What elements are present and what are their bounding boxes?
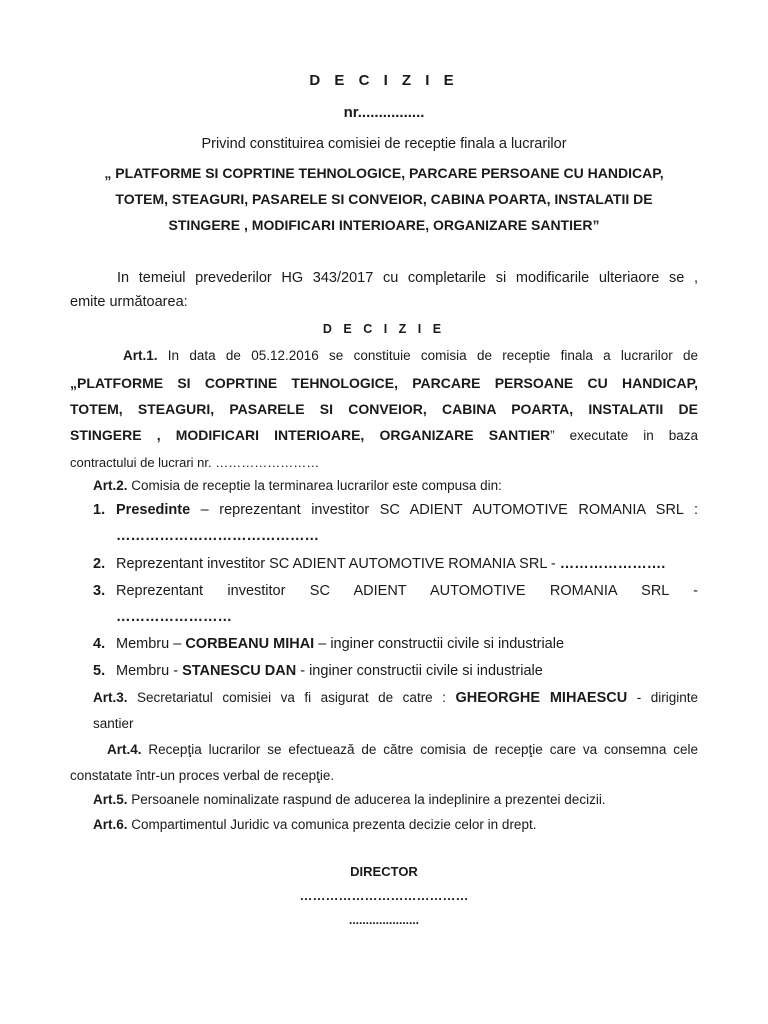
member-name: CORBEANU MIHAI (185, 636, 315, 652)
project-title-line: „ PLATFORME SI COPRTINE TEHNOLOGICE, PARCARE PERSOANE CU HANDICAP, (104, 165, 664, 181)
member-name: STANESCU DAN (182, 663, 297, 679)
member-item (93, 578, 698, 605)
article-5 (93, 787, 698, 813)
member-dots: …………………… (116, 609, 232, 625)
article-text: Secretariatul comisiei va fi asigurat de catre : (127, 690, 456, 705)
project-line: TOTEM, STEAGURI, PASARELE SI CONVEIOR, CABINA POARTA, INSTALATII DE (70, 401, 698, 417)
article-2 (93, 473, 698, 499)
article-1 (70, 343, 698, 369)
member-role: Presedinte (116, 502, 191, 518)
document-title: D E C I Z I E (309, 72, 459, 89)
article-6 (93, 812, 698, 838)
project-suffix: ” executate in baza (550, 428, 698, 443)
signature-role: DIRECTOR (350, 864, 418, 879)
member-number: 4. (93, 636, 106, 652)
article-text: In data de 05.12.2016 se constituie comisia de receptie finala a lucrarilor de (157, 348, 698, 363)
member-dots: …………………………………… (116, 528, 319, 544)
project-title-line: STINGERE , MODIFICARI INTERIOARE, ORGANIZARE SANTIER” (168, 217, 600, 233)
article-label: Art.4. (107, 742, 142, 757)
article-text: Comisia de receptie la terminarea lucrarilor este compusa din: (127, 478, 502, 493)
member-text: – inginer constructii civile si industriale (314, 636, 565, 652)
article-text: santier (93, 716, 134, 731)
article-text: Compartimentul Juridic va comunica prezenta decizie celor in drept. (127, 817, 537, 832)
article-4 (70, 737, 698, 789)
article-text: - diriginte (627, 690, 698, 705)
article-label: Art.6. (93, 817, 128, 832)
article-1-project (70, 370, 698, 449)
signature-line: ………………………………… (299, 888, 469, 903)
member-dots: …………………. (559, 556, 666, 572)
project-line: STINGERE , MODIFICARI INTERIOARE, ORGANIZARE SANTIER (70, 427, 551, 443)
decision-heading: D E C I Z I E (322, 322, 446, 336)
preamble-line: In temeiul prevederilor HG 343/2017 cu completarile si modificarile ulteriaore se , (117, 270, 698, 286)
member-item (93, 497, 698, 524)
article-label: Art.2. (93, 478, 128, 493)
member-text: Membru – (116, 636, 186, 652)
article-text: Recepţia lucrarilor se efectuează de către comisia de recepţie care va consemna cele (141, 742, 698, 757)
article-3 (93, 685, 698, 737)
project-line-last (70, 422, 698, 449)
member-text: Reprezentant investitor SC ADIENT AUTOMOTIVE ROMANIA SRL - (116, 583, 698, 599)
member-item (93, 551, 698, 578)
member-number: 3. (93, 583, 106, 599)
secretary-name: GHEORGHE MIHAESCU (455, 690, 628, 706)
project-line: „PLATFORME SI COPRTINE TEHNOLOGICE, PARCARE PERSOANE CU HANDICAP, (70, 375, 698, 391)
preamble-line: emite următoarea: (70, 294, 188, 310)
project-title (70, 160, 698, 238)
member-text: Membru - (116, 663, 183, 679)
decision-number: nr................ (343, 104, 425, 121)
member-number: 1. (93, 502, 106, 518)
article-label: Art.5. (93, 792, 128, 807)
article-1-intro (70, 343, 698, 369)
article-text: constatate într-un proces verbal de recepţie. (70, 768, 335, 783)
article-label: Art.1. (123, 348, 158, 363)
member-item (93, 631, 698, 658)
member-text: – reprezentant investitor SC ADIENT AUTOMOTIVE ROMANIA SRL : (190, 502, 698, 518)
project-title-line: TOTEM, STEAGURI, PASARELE SI CONVEIOR, CABINA POARTA, INSTALATII DE (115, 191, 653, 207)
article-label: Art.3. (93, 690, 128, 705)
signature-line: ..................... (348, 913, 419, 927)
preamble (70, 265, 698, 315)
member-number: 2. (93, 556, 106, 572)
decision-subject: Privind constituirea comisiei de receptie finala a lucrarilor (201, 136, 567, 152)
member-number: 5. (93, 663, 106, 679)
contract-line: contractului de lucrari nr. …………………… (70, 455, 320, 470)
member-text: - inginer constructii civile si industriale (296, 663, 543, 679)
article-text: Persoanele nominalizate raspund de aducerea la indeplinire a prezentei decizii. (127, 792, 606, 807)
member-text: Reprezentant investitor SC ADIENT AUTOMOTIVE ROMANIA SRL - (116, 556, 560, 572)
member-item (93, 658, 698, 685)
